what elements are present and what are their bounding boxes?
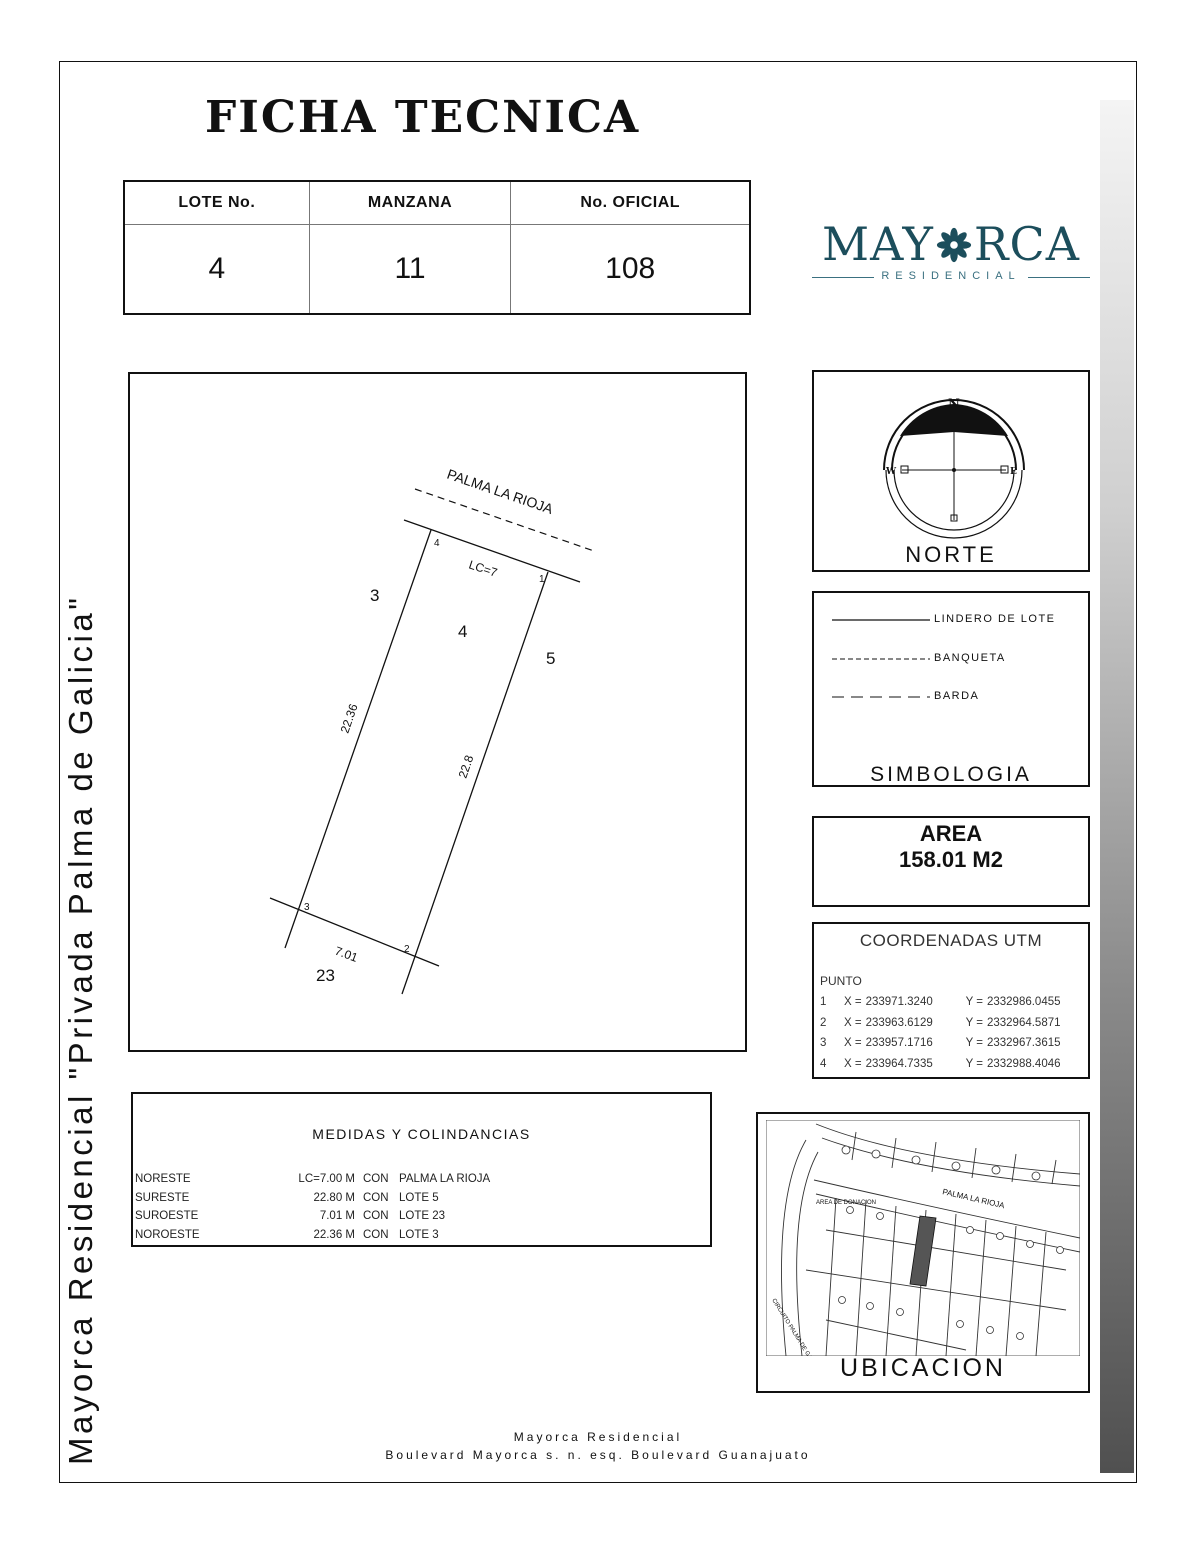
oficial-header: No. OFICIAL	[511, 181, 750, 225]
lot-plan	[128, 372, 747, 1052]
compass-icon	[814, 372, 1088, 540]
left-measure: 22.36	[337, 702, 361, 735]
neighbor-23-label: 23	[316, 966, 335, 985]
vertex-2: 2	[404, 944, 410, 955]
flower-icon	[935, 226, 973, 264]
medidas-row: NORESTE LC=7.00 M CON PALMA LA RIOJA	[135, 1173, 491, 1186]
map-street-label: PALMA LA RIOJA	[941, 1187, 1006, 1211]
compass-e: E	[1010, 467, 1017, 477]
area-value: 158.01 M2	[899, 847, 1003, 872]
medidas-title: MEDIDAS Y COLINDANCIAS	[312, 1126, 531, 1142]
page-title: FICHA TECNICA	[205, 92, 641, 143]
logo-subtitle: RESIDENCIAL	[812, 270, 1090, 282]
oficial-value: 108	[511, 225, 750, 315]
area-box	[812, 816, 1090, 907]
manzana-value: 11	[309, 225, 511, 315]
lote-table	[123, 180, 751, 315]
area-title: AREA	[919, 821, 983, 846]
utm-row: 1 X = 233971.3240 Y = 2332986.0455	[820, 996, 1061, 1009]
logo-wordmark: MAY RCA	[822, 217, 1080, 271]
lot-number-label: 4	[458, 622, 468, 641]
manzana-header: MANZANA	[309, 181, 511, 225]
utm-row: 3 X = 233957.1716 Y = 2332967.3615	[820, 1037, 1061, 1050]
north-box	[812, 370, 1090, 572]
mayorca-logo	[812, 216, 1090, 282]
location-map	[766, 1120, 1080, 1356]
medidas-row: NOROESTE 22.36 M CON LOTE 3	[135, 1228, 439, 1241]
legend-barda: BARDA	[934, 690, 980, 702]
utm-title: COORDENADAS UTM	[859, 931, 1043, 950]
compass-n: N	[948, 397, 960, 412]
legend-title: SIMBOLOGIA	[870, 763, 1032, 786]
vertical-development-title: Mayorca Residencial "Privada Palma de Galicia"	[62, 594, 99, 1465]
lote-header: LOTE No.	[124, 181, 309, 225]
utm-row: 2 X = 233963.6129 Y = 2332964.5871	[820, 1016, 1061, 1029]
lot-plan-drawing	[130, 374, 745, 1050]
right-measure: 22.8	[455, 753, 477, 780]
utm-table	[818, 992, 1063, 1074]
location-label: UBICACION	[840, 1354, 1006, 1382]
lote-value: 4	[124, 225, 309, 315]
vertex-3: 3	[304, 902, 310, 913]
vertex-4: 4	[434, 538, 440, 549]
back-measure: 7.01	[332, 943, 360, 965]
legend-lindero: LINDERO DE LOTE	[934, 613, 1056, 625]
utm-punto-label: PUNTO	[820, 974, 862, 988]
neighbor-3-label: 3	[370, 586, 380, 605]
utm-box	[812, 922, 1090, 1079]
vertex-1: 1	[539, 574, 545, 585]
legend-box	[812, 591, 1090, 787]
footer-line-2: Boulevard Mayorca s. n. esq. Boulevard Guanajuato	[385, 1448, 811, 1462]
utm-row: 4 X = 233964.7335 Y = 2332988.4046	[820, 1057, 1061, 1070]
street-label: PALMA LA RIOJA	[445, 465, 556, 517]
compass-w: W	[886, 467, 897, 477]
left-boundary-line	[285, 530, 431, 948]
medidas-box	[131, 1092, 712, 1247]
medidas-table	[135, 1170, 490, 1244]
medidas-row: SUROESTE 7.01 M CON LOTE 23	[135, 1210, 446, 1223]
map-area-donacion: AREA DE DONACION	[816, 1200, 877, 1206]
location-box	[756, 1112, 1090, 1393]
front-measure: LC=7	[467, 557, 500, 580]
legend-banqueta: BANQUETA	[934, 652, 1006, 664]
neighbor-5-label: 5	[546, 649, 556, 668]
right-boundary-line	[402, 572, 548, 994]
medidas-row: SURESTE 22.80 M CON LOTE 5	[135, 1191, 439, 1204]
footer-line-1: Mayorca Residencial	[513, 1430, 683, 1444]
north-label: NORTE	[905, 542, 997, 567]
